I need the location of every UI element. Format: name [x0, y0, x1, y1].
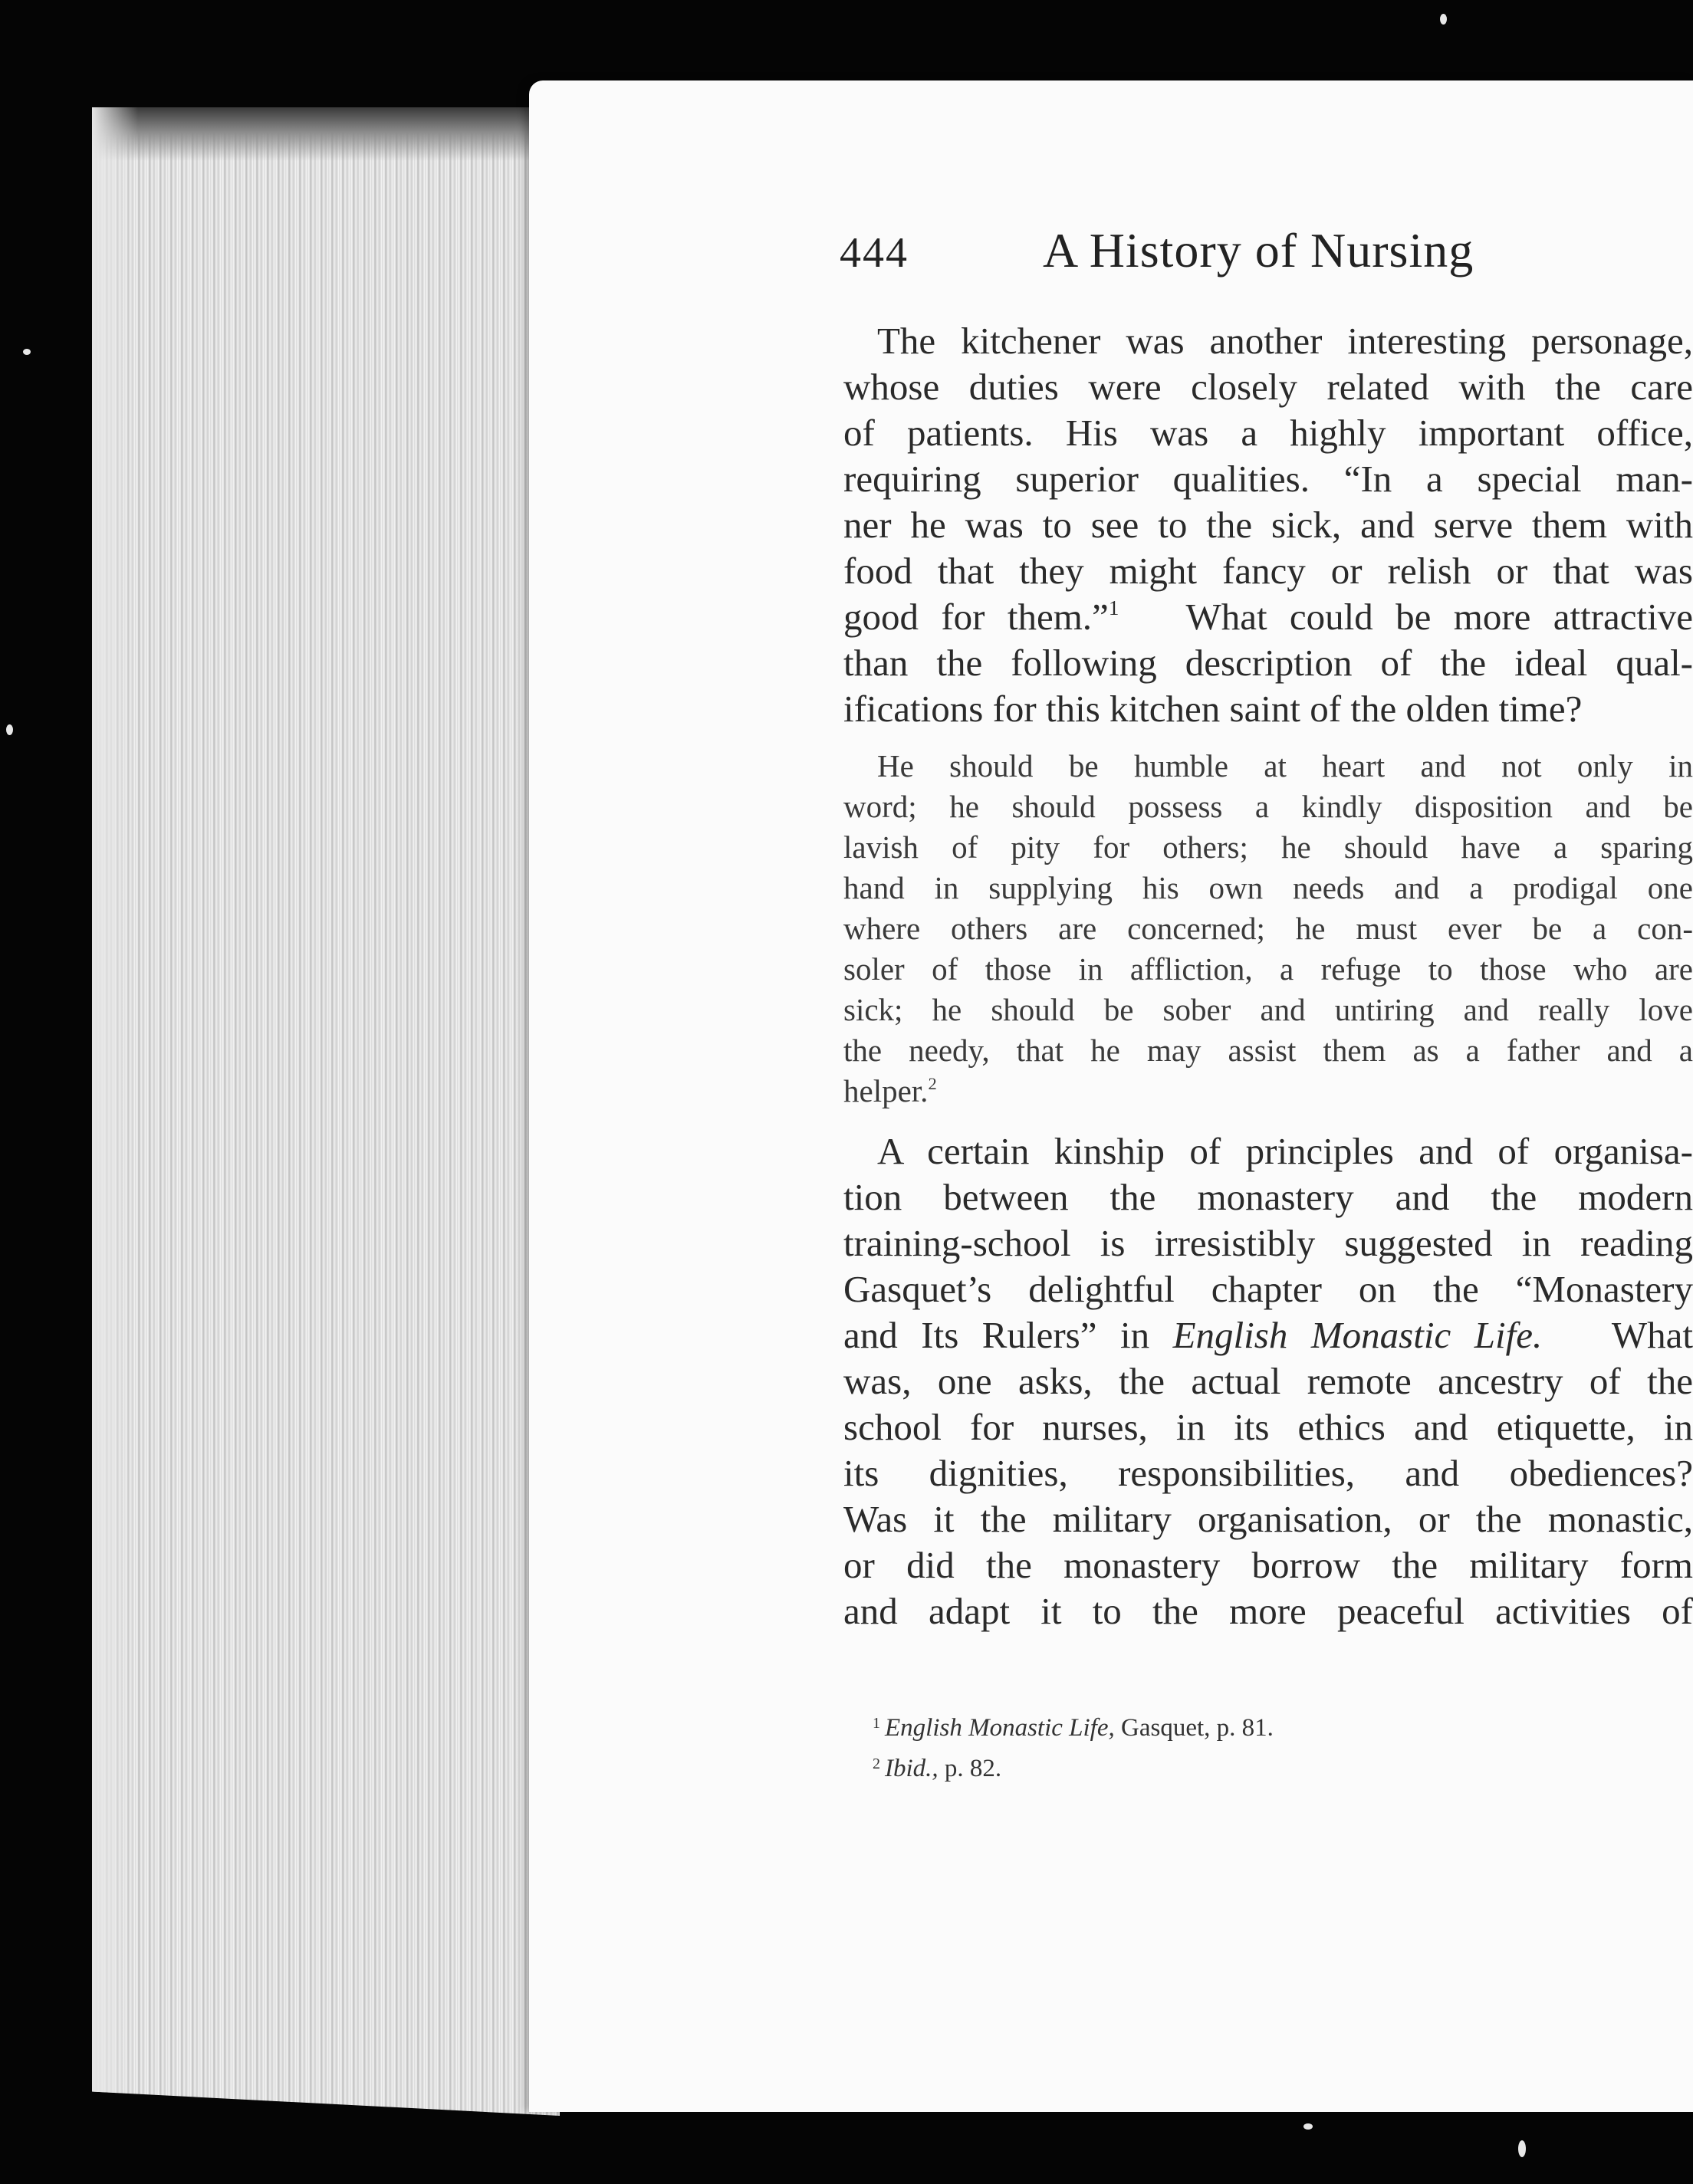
- footnote-1: [873, 1706, 1274, 1746]
- quote-line: the needy, that he may assist them as a father and a: [843, 1033, 1693, 1068]
- text-line: A certain kinship of principles and of organisa-: [877, 1130, 1693, 1172]
- book-title-italic: English Monastic Life.: [1172, 1314, 1543, 1356]
- quote-line: soler of those in affliction, a refuge to those who are: [843, 951, 1693, 987]
- quote-line: He should be humble at heart and not only in: [877, 748, 1693, 783]
- quote-line: word; he should possess a kindly disposition and be: [843, 789, 1693, 824]
- text-line: whose duties were closely related with the care: [843, 366, 1693, 408]
- text-line: The kitchener was another interesting personage,: [877, 320, 1693, 362]
- footnote-ref: 2: [928, 1074, 937, 1094]
- footnotes: [873, 1706, 1274, 1787]
- dust-speck: [23, 349, 31, 355]
- footnote-title: Ibid.,: [885, 1755, 939, 1782]
- quote-line: where others are concerned; he must ever be a con-: [843, 911, 1693, 946]
- text-line: tion between the monastery and the modern: [843, 1176, 1693, 1218]
- text-line: Was it the military organisation, or the monastic,: [843, 1498, 1693, 1540]
- dust-speck: [6, 724, 13, 735]
- footnote-citation: p. 82.: [938, 1755, 1002, 1782]
- text-line: requiring superior qualities. “In a special man-: [843, 458, 1693, 500]
- page-number: 444: [840, 229, 909, 277]
- footnote-marker: 1: [873, 1715, 880, 1732]
- text-line: food that they might fancy or relish or that was: [843, 550, 1693, 592]
- text-line: ifications for this kitchen saint of the olden time?: [843, 688, 1583, 730]
- text-line: [843, 1312, 1693, 1358]
- footnote-2: [873, 1746, 1274, 1787]
- text-fragment: helper.: [843, 1073, 929, 1108]
- text-line: training-school is irresistibly suggested in reading: [843, 1222, 1693, 1264]
- running-header: [840, 222, 1683, 291]
- text-line: than the following description of the ideal qual-: [843, 642, 1693, 684]
- body-text: [843, 318, 1693, 1634]
- quote-line: hand in supplying his own needs and a prodigal one: [843, 870, 1693, 905]
- running-title: A History of Nursing: [1043, 223, 1474, 278]
- footnote-title: English Monastic Life,: [885, 1714, 1115, 1742]
- text-line: was, one asks, the actual remote ancestry of the: [843, 1360, 1693, 1402]
- quote-line: sick; he should be sober and untiring and really love: [843, 992, 1693, 1027]
- block-quote: [843, 746, 1693, 1112]
- paragraph-kinship: [843, 1128, 1693, 1634]
- text-line: of patients. His was a highly important office,: [843, 412, 1693, 454]
- text-line: or did the monastery borrow the military form: [843, 1544, 1693, 1586]
- text-line: school for nurses, in its ethics and etiquette, in: [843, 1406, 1693, 1448]
- text-fragment: good for them.”: [843, 596, 1109, 638]
- dust-speck: [1440, 14, 1447, 25]
- footnote-citation: Gasquet, p. 81.: [1114, 1714, 1274, 1742]
- book-page-edges: [92, 107, 560, 2116]
- text-line: Gasquet’s delightful chapter on the “Monastery: [843, 1268, 1693, 1310]
- text-line: ner he was to see to the sick, and serve them with: [843, 504, 1693, 546]
- quote-line: lavish of pity for others; he should have a sparing: [843, 829, 1693, 865]
- quote-line: [843, 1071, 1693, 1112]
- dust-speck: [1518, 2140, 1526, 2157]
- paragraph-kitchener: [843, 318, 1693, 732]
- text-fragment: and Its Rulers” in: [843, 1314, 1150, 1356]
- dust-speck: [1303, 2123, 1313, 2130]
- text-line: and adapt it to the more peaceful activities of: [843, 1590, 1693, 1632]
- text-line: its dignities, responsibilities, and obediences?: [843, 1452, 1693, 1494]
- footnote-ref: 1: [1108, 596, 1119, 620]
- text-fragment: What: [1611, 1314, 1693, 1356]
- text-fragment: What could be more attractive: [1185, 596, 1693, 638]
- text-line: [843, 594, 1693, 640]
- footnote-marker: 2: [873, 1755, 880, 1772]
